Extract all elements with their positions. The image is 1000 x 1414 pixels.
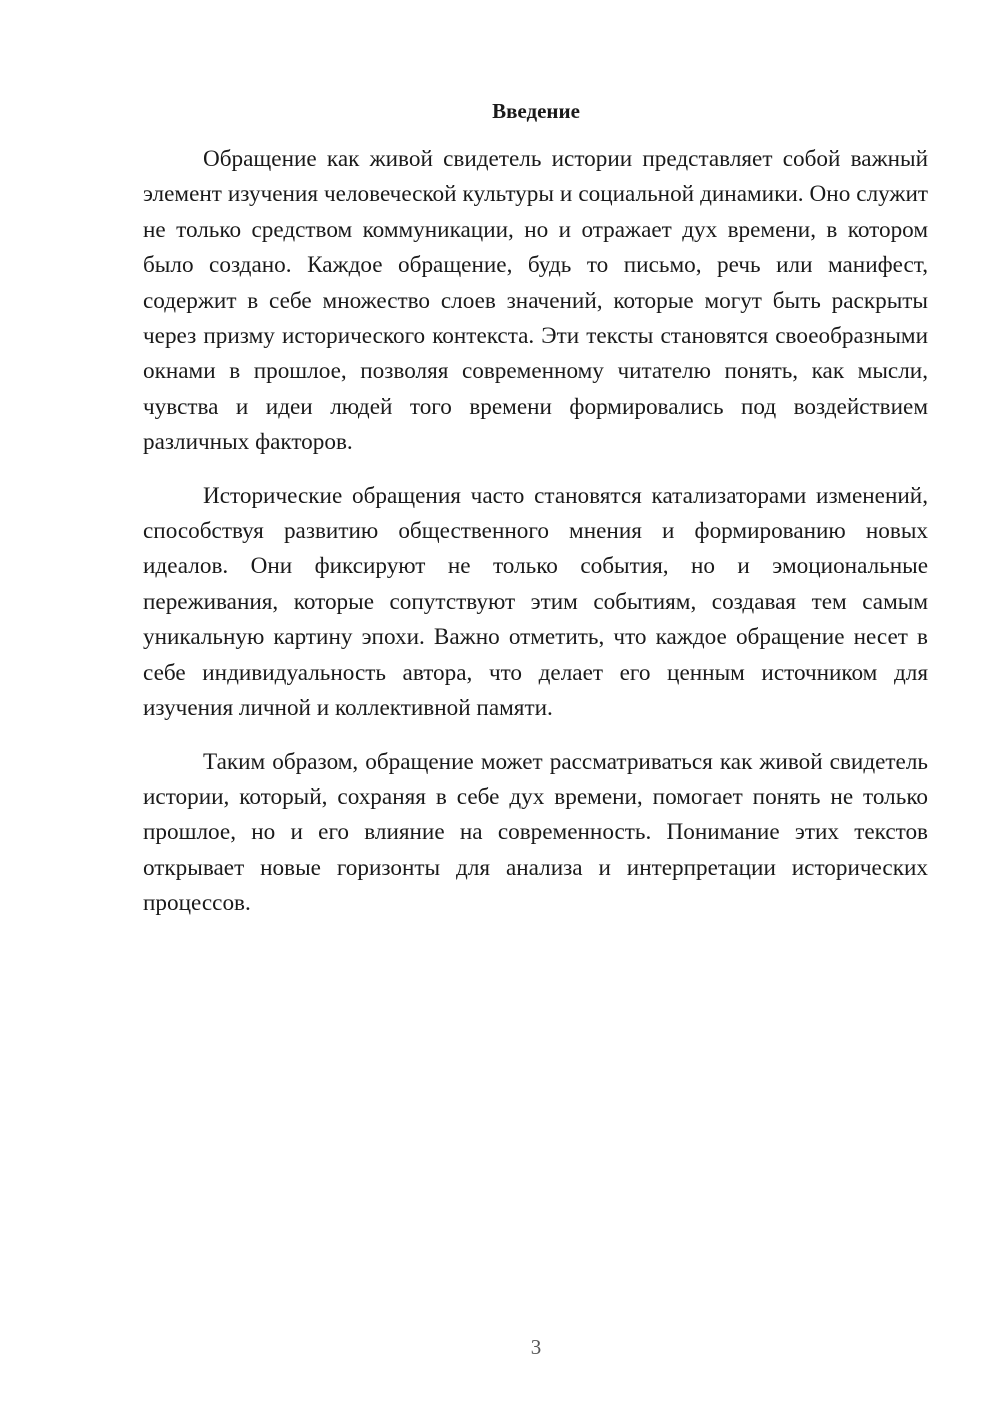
paragraph-3: Таким образом, обращение может рассматриваться как живой свидетель истории, который, сохраняя в себе дух времени, помогает понять не только прошлое, но и его влияние на современность. Понимание этих текстов открывает новые горизонты для анализа и интерпретации исторических процессов. [143, 748, 928, 917]
page-title: Введение [492, 99, 580, 123]
paragraph-2: Исторические обращения часто становятся катализаторами изменений, способствуя развитию общественного мнения и формированию новых идеалов. Они фиксируют не только события, но и эмоциональные переживания, которые сопутствуют этим событиям, создавая тем самым уникальную картину эпохи. Важно отметить, что каждое обращение несет в себе индивидуальность автора, что делает его ценным источником для изучения личной и коллективной памяти. [143, 482, 928, 722]
page-number: 3 [530, 1335, 542, 1359]
document-body [143, 142, 928, 940]
paragraph-1: Обращение как живой свидетель истории представляет собой важный элемент изучения человеческой культуры и социальной динамики. Оно служит не только средством коммуникации, но и отражает дух времени, в котором было создано. Каждое обращение, будь то письмо, речь или манифест, содержит в себе множество слоев значений, которые могут быть раскрыты через призму исторического контекста. Эти тексты становятся своеобразными окнами в прошлое, позволяя современному читателю понять, как мысли, чувства и идеи людей того времени формировались под воздействием различных факторов. [143, 146, 928, 456]
